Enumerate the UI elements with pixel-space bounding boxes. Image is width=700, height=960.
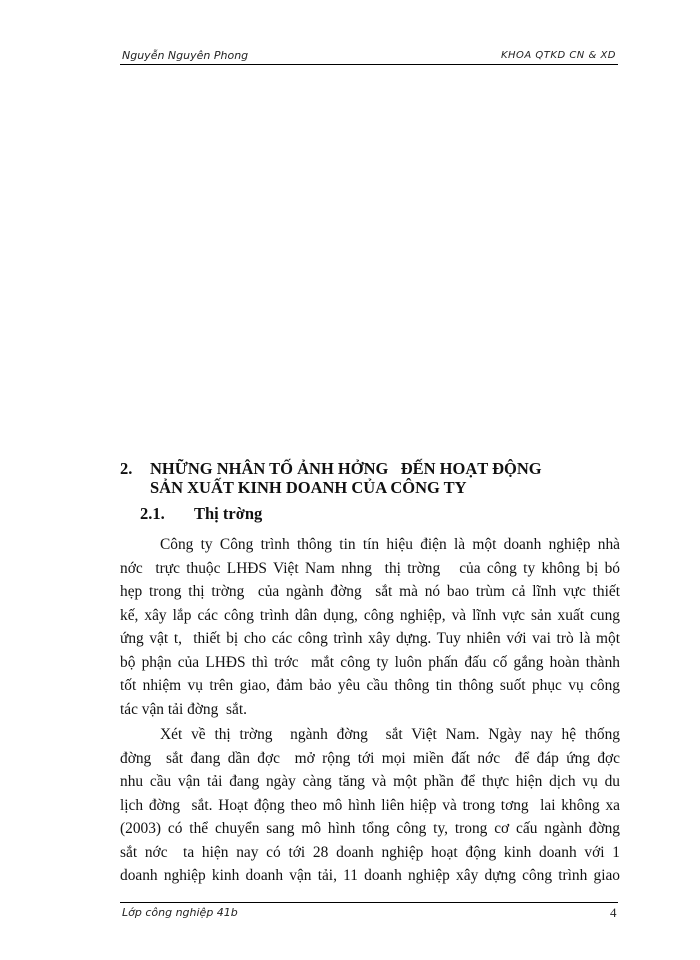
- text-line: Xét về thị trờng ngành đờng sắt Việt Nam. Ngày nay hệ thống: [160, 726, 620, 743]
- text-line: (2003) có thể chuyển sang mô hình tổng công ty, trong cơ cấu ngành đờng: [120, 820, 620, 837]
- subsection-title: Thị trờng: [194, 504, 263, 523]
- text-line: lịch đờng sắt. Hoạt động theo mô hình liên hiệp và trong tơng lai không xa: [120, 796, 620, 814]
- header-author: Nguyễn Nguyên Phong: [122, 49, 249, 62]
- paragraph: [120, 533, 620, 721]
- section-title: [150, 459, 620, 497]
- section-title-line-1: NHỮNG NHÂN TỐ ẢNH HỞNG ĐẾN HOẠT ĐỘNG: [150, 459, 542, 478]
- text-line: Công ty Công trình thông tin tín hiệu điện là một doanh nghiệp nhà: [160, 536, 620, 553]
- text-line: doanh nghiệp kinh doanh vận tải, 11 doanh nghiệp xây dựng công trình giao: [120, 867, 620, 884]
- footer-class: Lớp công nghiệp 41b: [122, 906, 238, 919]
- text-line: nớc trực thuộc LHĐS Việt Nam nhng thị trờng của công ty không bị bó: [120, 559, 620, 577]
- text-line: bộ phận của LHĐS thì trớc mắt công ty luôn phấn đấu cố gắng hoàn thành: [120, 653, 620, 671]
- text-line: sắt nớc ta hiện nay có tới 28 doanh nghiệp hoạt động kinh doanh với 1: [120, 843, 620, 861]
- text-line: hẹp trong thị trờng của ngành đờng sắt mà nó bao trùm cả lĩnh vực thiết: [120, 583, 620, 600]
- text-line: tốt nhiệm vụ trên giao, đảm bảo yêu cầu thông tin thông suốt phục vụ công: [120, 677, 620, 694]
- subsection-heading: [140, 504, 262, 524]
- page-number: 4: [610, 905, 617, 920]
- section-title-line-2: SẢN XUẤT KINH DOANH CỦA CÔNG TY: [150, 478, 467, 497]
- text-line: kế, xây lắp các công trình dân dụng, công nghiệp, và lĩnh vực sản xuất cung: [120, 606, 620, 624]
- paragraph: [120, 723, 620, 888]
- text-line: tác vận tải đờng sắt.: [120, 700, 247, 718]
- subsection-number: 2.1.: [140, 504, 165, 523]
- header-department: KHOA QTKD CN & XD: [500, 50, 616, 61]
- header-rule: [120, 64, 618, 65]
- text-line: nhu cầu vận tải đang ngày càng tăng và một phần để thực hiện dịch vụ du: [120, 773, 620, 790]
- body-text: [120, 533, 620, 888]
- section-number: 2.: [120, 459, 133, 478]
- text-line: ứng vật t, thiết bị cho các công trình xây dựng. Tuy nhiên với vai trò là một: [120, 630, 620, 647]
- text-line: đờng sắt đang dần đợc mở rộng tới mọi miền đất nớc để đáp ứng đợc: [120, 749, 620, 767]
- footer-rule: [120, 902, 618, 903]
